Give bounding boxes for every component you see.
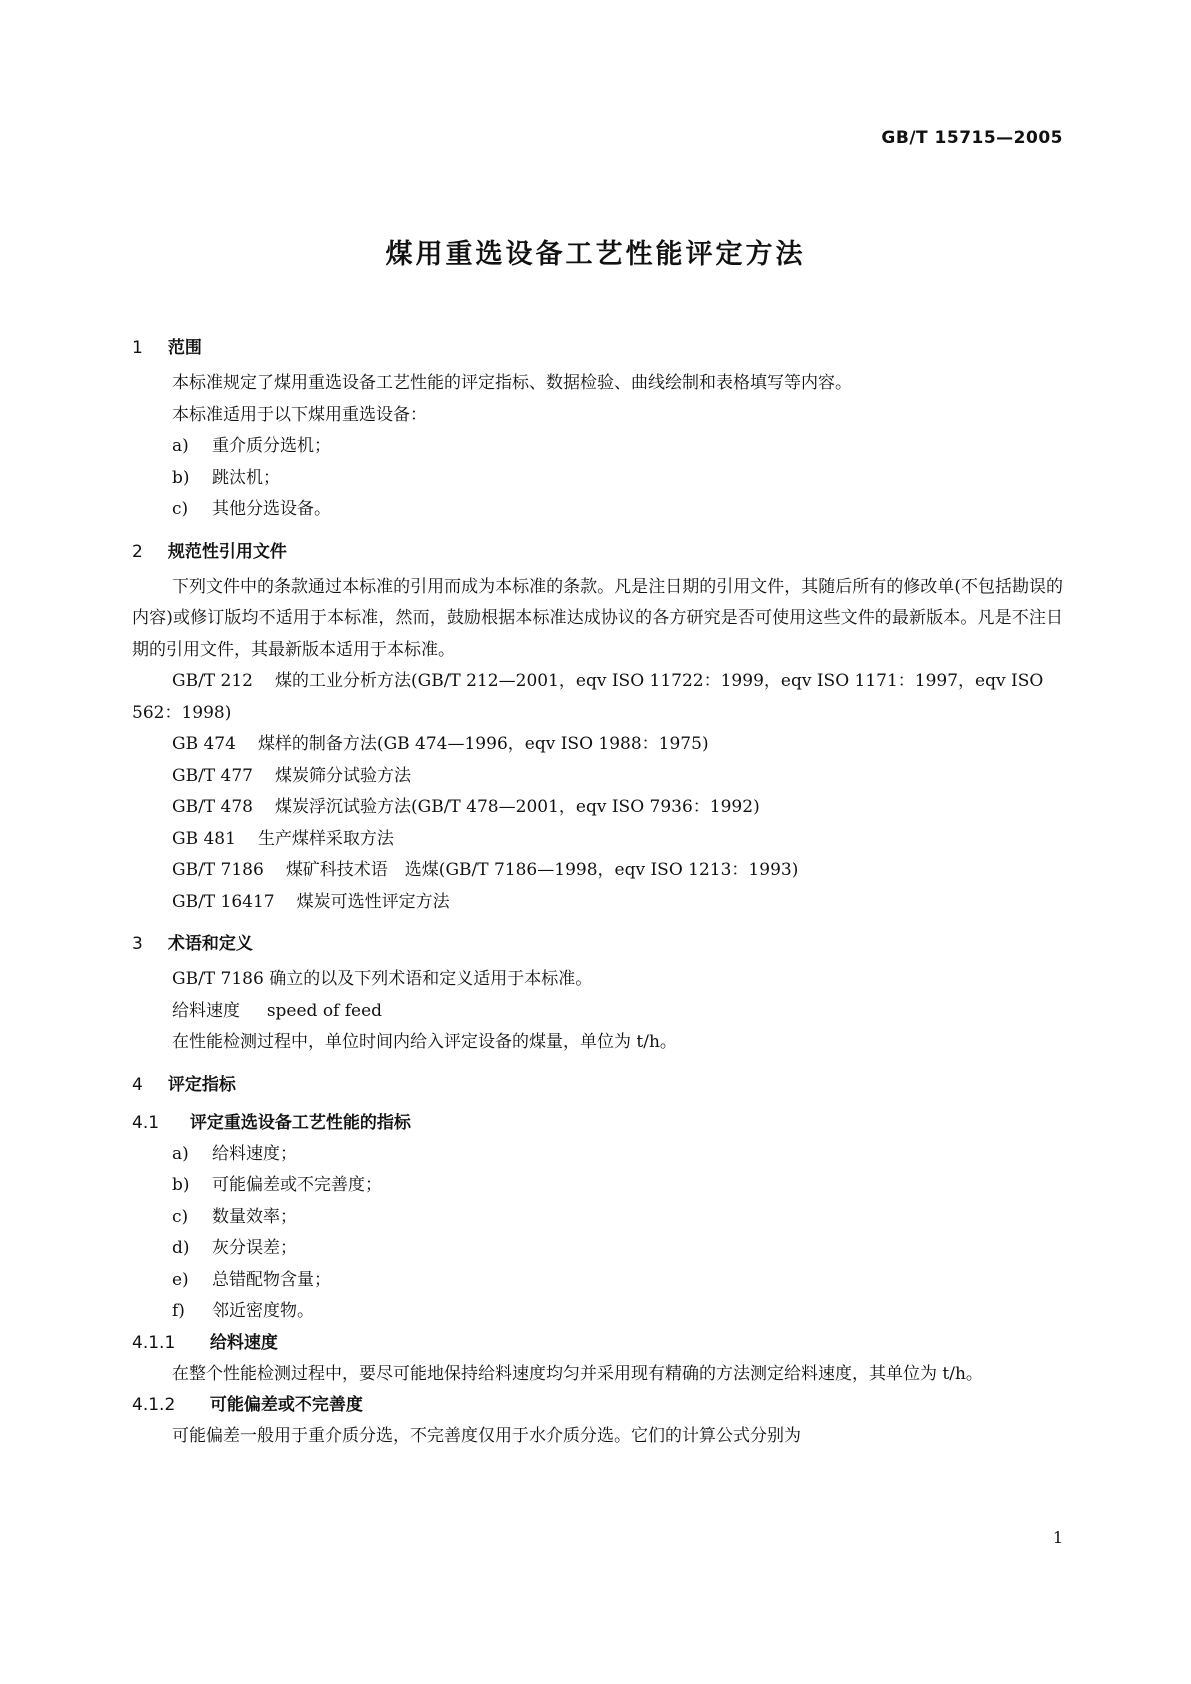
list-text: 给料速度； (212, 1143, 297, 1164)
section-title: 评定指标 (167, 1074, 236, 1095)
term-entry (132, 996, 1063, 1028)
reference-item (132, 761, 1063, 793)
list-marker: b) (172, 1175, 190, 1195)
list-text: 跳汰机； (212, 467, 280, 488)
list-marker: e) (172, 1269, 189, 1290)
subsection-number: 4.1 (132, 1112, 160, 1133)
reference-item (132, 666, 1063, 729)
section-number: 2 (132, 541, 143, 562)
subsection-heading-4-1-2 (132, 1390, 1063, 1421)
paragraph: GB/T 7186 确立的以及下列术语和定义适用于本标准。 (172, 969, 593, 989)
list-text: 灰分误差； (212, 1238, 297, 1258)
list-item (132, 1139, 1063, 1171)
subsection-title: 给料速度 (209, 1332, 278, 1353)
reference-title: 煤的工业分析方法(GB/T 212—2001，eqv ISO 11722：1999，eqv ISO 1171：1997，eqv ISO 562：1998) (132, 671, 1044, 723)
reference-item (132, 887, 1063, 919)
reference-title: 生产煤样采取方法 (257, 828, 394, 849)
section-number: 3 (132, 934, 143, 954)
list-marker: a) (172, 1143, 189, 1164)
reference-code: GB 474 (172, 734, 236, 754)
paragraph: 本标准规定了煤用重选设备工艺性能的评定指标、数据检验、曲线绘制和表格填写等内容。 (172, 373, 852, 393)
list-marker: b) (172, 467, 190, 488)
list-text: 其他分选设备。 (212, 499, 331, 519)
list-item (132, 463, 1063, 495)
reference-code: GB 481 (172, 828, 236, 849)
reference-item (132, 824, 1063, 856)
section-title: 术语和定义 (167, 934, 253, 954)
section-title: 规范性引用文件 (167, 541, 287, 562)
reference-title: 煤炭筛分试验方法 (275, 765, 411, 786)
document-title: 煤用重选设备工艺性能评定方法 (385, 239, 806, 270)
subsection-heading-4-1-1 (132, 1328, 1063, 1359)
list-text: 邻近密度物。 (212, 1301, 314, 1321)
reference-code: GB/T 478 (172, 797, 253, 817)
list-text: 可能偏差或不完善度； (212, 1175, 382, 1195)
list-item (132, 1265, 1063, 1297)
subsection-title: 评定重选设备工艺性能的指标 (189, 1112, 411, 1133)
subsection-heading-4-1 (132, 1107, 1063, 1139)
list-item (132, 1170, 1063, 1202)
reference-code: GB/T 7186 (172, 860, 264, 880)
reference-item (132, 729, 1063, 761)
reference-title: 煤矿科技术语 选煤(GB/T 7186—1998，eqv ISO 1213：1993) (285, 860, 799, 880)
list-text: 总错配物含量； (212, 1269, 331, 1290)
document-body (132, 322, 1063, 1453)
subsection-number: 4.1.2 (132, 1395, 176, 1415)
list-text: 数量效率； (212, 1206, 297, 1227)
reference-title: 煤样的制备方法(GB 474—1996，eqv ISO 1988：1975) (257, 734, 709, 754)
page-number: 1 (1052, 1528, 1063, 1547)
term-definition: 在性能检测过程中，单位时间内给入评定设备的煤量，单位为 t/h。 (172, 1032, 677, 1052)
paragraph: 本标准适用于以下煤用重选设备： (172, 404, 427, 425)
section-heading-4 (132, 1069, 1063, 1101)
reference-code: GB/T 16417 (172, 891, 275, 912)
reference-item (132, 792, 1063, 824)
list-marker: d) (172, 1238, 190, 1258)
reference-code: GB/T 212 (172, 671, 253, 691)
section-number: 1 (132, 338, 143, 358)
list-text: 重介质分选机； (212, 436, 331, 456)
paragraph: 下列文件中的条款通过本标准的引用而成为本标准的条款。凡是注日期的引用文件，其随后所有的修改单(不包括勘误的内容)或修订版均不适用于本标准，然而，鼓励根据本标准达成协议的各方研究是否可使用这些文件的最新版本。凡是不注日期的引用文件，其最新版本适用于本标准。 (132, 576, 1063, 660)
term-english: speed of feed (266, 1000, 383, 1021)
term-chinese: 给料速度 (172, 1000, 240, 1021)
paragraph: 在整个性能检测过程中，要尽可能地保持给料速度均匀并采用现有精确的方法测定给料速度，其单位为 t/h。 (172, 1363, 983, 1384)
section-title: 范围 (167, 338, 202, 358)
subsection-title: 可能偏差或不完善度 (209, 1395, 363, 1415)
list-item (132, 1233, 1063, 1265)
list-item (132, 1296, 1063, 1328)
section-number: 4 (132, 1074, 143, 1095)
list-item (132, 494, 1063, 526)
standard-code: GB/T 15715—2005 (881, 128, 1063, 148)
list-item (132, 1202, 1063, 1234)
subsection-number: 4.1.1 (132, 1332, 176, 1353)
list-item (132, 431, 1063, 463)
reference-title: 煤炭浮沉试验方法(GB/T 478—2001，eqv ISO 7936：1992) (275, 797, 760, 817)
section-heading-3 (132, 928, 1063, 960)
list-marker: a) (172, 436, 189, 456)
list-marker: c) (172, 499, 189, 519)
reference-item (132, 855, 1063, 887)
section-heading-2 (132, 536, 1063, 568)
reference-title: 煤炭可选性评定方法 (296, 891, 450, 912)
list-marker: f) (172, 1301, 185, 1321)
reference-code: GB/T 477 (172, 765, 253, 786)
paragraph: 可能偏差一般用于重介质分选，不完善度仅用于水介质分选。它们的计算公式分别为 (172, 1426, 801, 1446)
section-heading-1 (132, 332, 1063, 364)
list-marker: c) (172, 1206, 189, 1227)
